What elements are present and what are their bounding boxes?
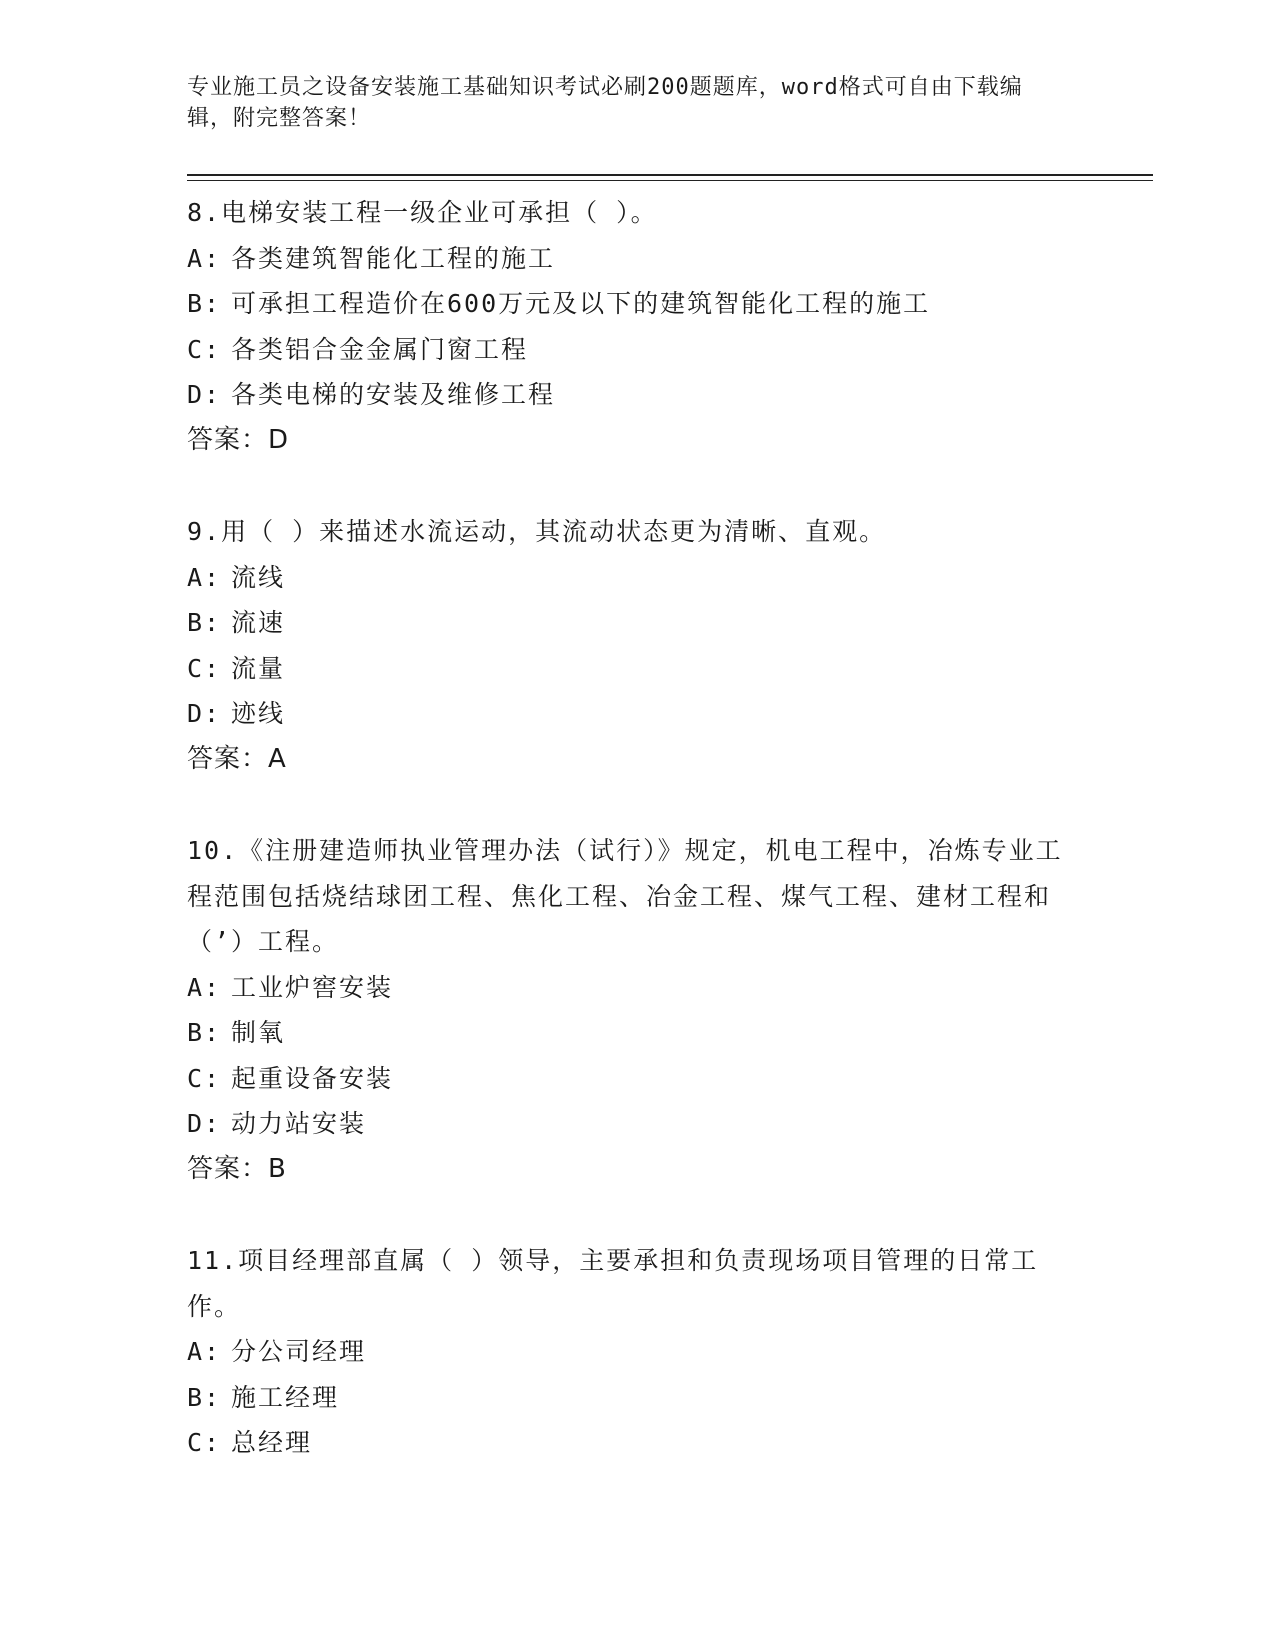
option-letter: C: xyxy=(187,653,222,683)
question-10 xyxy=(187,828,1087,1192)
answer-line: 答案：D xyxy=(187,424,290,455)
option-a xyxy=(187,1329,1087,1375)
question-stem: 8.电梯安装工程一级企业可承担（ ）。 xyxy=(187,198,658,227)
option-text: 施工经理 xyxy=(231,1382,340,1412)
option-text: 制氧 xyxy=(231,1018,286,1047)
option-text: 各类建筑智能化工程的施工 xyxy=(231,243,556,273)
question-stem: 11.项目经理部直属（ ）领导，主要承担和负责现场项目管理的日常工作。 xyxy=(187,1246,1039,1321)
option-a xyxy=(187,555,1087,601)
option-letter: C: xyxy=(187,1428,222,1457)
option-letter: C: xyxy=(187,1063,222,1093)
answer-line: 答案：A xyxy=(187,743,287,774)
question-list xyxy=(187,190,1087,1512)
option-letter: A: xyxy=(187,972,222,1002)
option-text: 各类铝合金金属门窗工程 xyxy=(231,334,529,364)
option-b xyxy=(187,281,1087,327)
option-d xyxy=(187,1101,1087,1147)
option-text: 迹线 xyxy=(231,699,286,728)
question-stem: 9.用（ ）来描述水流运动，其流动状态更为清晰、直观。 xyxy=(187,517,887,546)
option-letter: B: xyxy=(187,1382,222,1412)
option-letter: C: xyxy=(187,334,222,364)
question-11 xyxy=(187,1238,1087,1466)
question-8 xyxy=(187,190,1087,463)
option-c xyxy=(187,646,1087,692)
option-letter: D: xyxy=(187,699,222,728)
option-text: 工业炉窖安装 xyxy=(231,972,394,1002)
answer-line: 答案：B xyxy=(187,1153,287,1184)
option-letter: A: xyxy=(187,562,222,592)
option-a xyxy=(187,965,1087,1011)
option-b xyxy=(187,1375,1087,1421)
question-9 xyxy=(187,509,1087,782)
option-d xyxy=(187,691,1087,737)
option-c xyxy=(187,327,1087,373)
option-text: 流速 xyxy=(231,608,286,637)
option-c xyxy=(187,1056,1087,1102)
option-b xyxy=(187,1010,1087,1056)
option-text: 可承担工程造价在600万元及以下的建筑智能化工程的施工 xyxy=(231,289,931,318)
option-letter: D: xyxy=(187,380,222,409)
option-text: 动力站安装 xyxy=(231,1109,367,1138)
option-c xyxy=(187,1420,1087,1466)
option-letter: D: xyxy=(187,1109,222,1138)
option-text: 流量 xyxy=(231,653,286,683)
option-text: 流线 xyxy=(231,562,286,592)
option-letter: B: xyxy=(187,289,222,318)
option-text: 总经理 xyxy=(231,1428,313,1457)
option-text: 分公司经理 xyxy=(231,1337,367,1366)
question-stem: 10.《注册建造师执业管理办法（试行）》规定，机电工程中，冶炼专业工程范围包括烧结球团工程、焦化工程、冶金工程、煤气工程、建材工程和（’）工程。 xyxy=(187,836,1063,956)
option-letter: A: xyxy=(187,1337,222,1366)
option-letter: B: xyxy=(187,1018,222,1047)
option-letter: A: xyxy=(187,243,222,273)
option-text: 各类电梯的安装及维修工程 xyxy=(231,380,556,409)
option-d xyxy=(187,372,1087,418)
option-letter: B: xyxy=(187,608,222,637)
document-header: 专业施工员之设备安装施工基础知识考试必刷200题题库，word格式可自由下载编辑，附完整答案！ xyxy=(187,75,1023,131)
header-rule-thin xyxy=(187,180,1153,181)
option-b xyxy=(187,600,1087,646)
header-rule-thick xyxy=(187,174,1153,176)
option-text: 起重设备安装 xyxy=(231,1063,394,1093)
option-a xyxy=(187,236,1087,282)
